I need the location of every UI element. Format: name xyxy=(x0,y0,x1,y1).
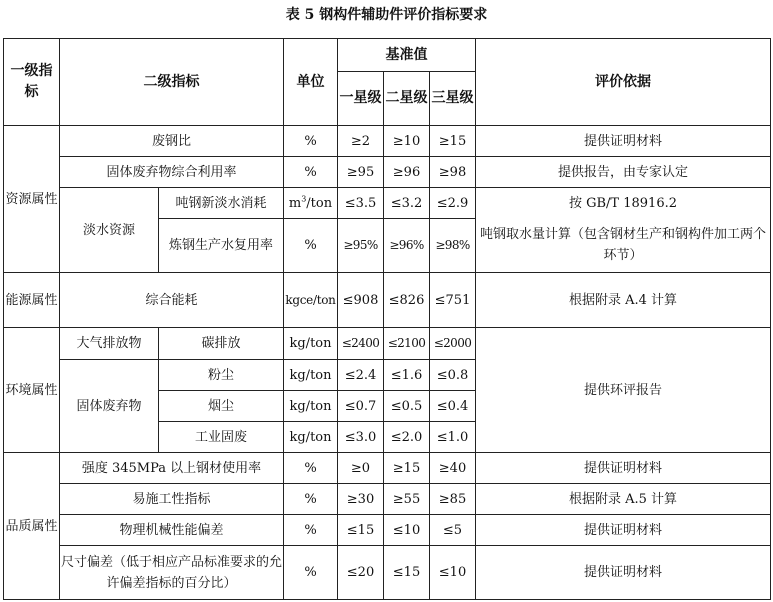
star1-value: ≤3.0 xyxy=(338,422,384,453)
star2-value: ≤3.2 xyxy=(384,188,430,219)
table-row xyxy=(4,188,771,219)
indicator-name: 综合能耗 xyxy=(60,273,284,328)
header-unit: 单位 xyxy=(284,39,338,126)
indicator-name: 碳排放 xyxy=(159,328,284,360)
star2-value: ≥96 xyxy=(384,157,430,188)
unit-cell: kg/ton xyxy=(284,391,338,422)
indicator-name: 吨钢新淡水消耗 xyxy=(159,188,284,219)
star1-value: ≤2.4 xyxy=(338,360,384,391)
star1-value: ≥30 xyxy=(338,484,384,515)
star1-value: ≤15 xyxy=(338,515,384,546)
star1-value: ≥2 xyxy=(338,126,384,157)
indicator-name: 尺寸偏差（低于相应产品标准要求的允许偏差指标的百分比） xyxy=(60,546,284,600)
star2-value: ≤1.6 xyxy=(384,360,430,391)
basis-cell: 提供报告，由专家认定 xyxy=(476,157,771,188)
unit-cell: % xyxy=(284,157,338,188)
star2-value: ≥10 xyxy=(384,126,430,157)
unit-cell: kg/ton xyxy=(284,360,338,391)
star2-value: ≥15 xyxy=(384,453,430,484)
unit-cell: % xyxy=(284,515,338,546)
evaluation-table xyxy=(3,38,771,600)
star2-value: ≤15 xyxy=(384,546,430,600)
unit-cell: % xyxy=(284,126,338,157)
star2-value: ≥96% xyxy=(384,219,430,273)
indicator-name: 强度 345MPa 以上钢材使用率 xyxy=(60,453,284,484)
table-row xyxy=(4,273,771,328)
star3-value: ≤0.4 xyxy=(430,391,476,422)
category-energy: 能源属性 xyxy=(4,273,60,328)
subgroup-solid-waste: 固体废弃物 xyxy=(60,360,159,453)
star1-value: ≤2400 xyxy=(338,328,384,360)
star1-value: ≤20 xyxy=(338,546,384,600)
star1-value: ≤908 xyxy=(338,273,384,328)
table-caption: 表 5 钢构件辅助件评价指标要求 xyxy=(285,7,488,23)
star3-value: ≤2.9 xyxy=(430,188,476,219)
table-row xyxy=(4,328,771,360)
unit-cell: kg/ton xyxy=(284,422,338,453)
header-star3: 三星级 xyxy=(430,72,476,126)
star2-value: ≤10 xyxy=(384,515,430,546)
basis-cell: 根据附录 A.5 计算 xyxy=(476,484,771,515)
star1-value: ≥95 xyxy=(338,157,384,188)
star3-value: ≥40 xyxy=(430,453,476,484)
star3-value: ≥15 xyxy=(430,126,476,157)
unit-cell: % xyxy=(284,484,338,515)
star2-value: ≤2.0 xyxy=(384,422,430,453)
table-row xyxy=(4,515,771,546)
star3-value: ≥98% xyxy=(430,219,476,273)
unit-tail: /ton xyxy=(306,195,333,211)
header-basis: 评价依据 xyxy=(476,39,771,126)
table-row xyxy=(4,484,771,515)
category-environment: 环境属性 xyxy=(4,328,60,453)
star2-value: ≤2100 xyxy=(384,328,430,360)
star2-value: ≥55 xyxy=(384,484,430,515)
basis-env: 提供环评报告 xyxy=(476,328,771,453)
indicator-name: 工业固废 xyxy=(159,422,284,453)
table-row xyxy=(4,546,771,600)
indicator-name: 易施工性指标 xyxy=(60,484,284,515)
star3-value: ≤5 xyxy=(430,515,476,546)
indicator-name: 炼钢生产水复用率 xyxy=(159,219,284,273)
header-star1: 一星级 xyxy=(338,72,384,126)
indicator-name: 物理机械性能偏差 xyxy=(60,515,284,546)
subgroup-freshwater: 淡水资源 xyxy=(60,188,159,273)
unit-cell: kg/ton xyxy=(284,328,338,360)
star3-value: ≤751 xyxy=(430,273,476,328)
category-quality: 品质属性 xyxy=(4,453,60,600)
indicator-name: 粉尘 xyxy=(159,360,284,391)
indicator-name: 烟尘 xyxy=(159,391,284,422)
star3-value: ≥85 xyxy=(430,484,476,515)
unit-cell: kgce/ton xyxy=(284,273,338,328)
unit-cell: % xyxy=(284,453,338,484)
header-baseline: 基准值 xyxy=(338,39,476,72)
star3-value: ≥98 xyxy=(430,157,476,188)
table-row xyxy=(4,126,771,157)
unit-cell: % xyxy=(284,546,338,600)
star2-value: ≤0.5 xyxy=(384,391,430,422)
unit-cell: % xyxy=(284,219,338,273)
table-row xyxy=(4,453,771,484)
basis-cell: 提供证明材料 xyxy=(476,515,771,546)
header-level2: 二级指标 xyxy=(60,39,284,126)
basis-cell: 根据附录 A.4 计算 xyxy=(476,273,771,328)
table-row xyxy=(4,157,771,188)
star1-value: ≥95% xyxy=(338,219,384,273)
unit-cell xyxy=(284,188,338,219)
basis-cell: 提供证明材料 xyxy=(476,546,771,600)
subgroup-air: 大气排放物 xyxy=(60,328,159,360)
star1-value: ≥0 xyxy=(338,453,384,484)
basis-cell: 提供证明材料 xyxy=(476,126,771,157)
star1-value: ≤0.7 xyxy=(338,391,384,422)
star3-value: ≤0.8 xyxy=(430,360,476,391)
star3-value: ≤10 xyxy=(430,546,476,600)
star1-value: ≤3.5 xyxy=(338,188,384,219)
unit-base: m xyxy=(288,195,302,211)
header-star2: 二星级 xyxy=(384,72,430,126)
header-level1: 一级指标 xyxy=(4,39,60,126)
basis-line1: 按 GB/T 18916.2 xyxy=(476,188,771,219)
star3-value: ≤2000 xyxy=(430,328,476,360)
unit-sup: 3 xyxy=(301,194,307,204)
basis-cell: 提供证明材料 xyxy=(476,453,771,484)
category-resource: 资源属性 xyxy=(4,126,60,273)
indicator-name: 废钢比 xyxy=(60,126,284,157)
star2-value: ≤826 xyxy=(384,273,430,328)
basis-line2: 吨钢取水量计算（包含钢材生产和钢构件加工两个环节） xyxy=(476,219,771,273)
star3-value: ≤1.0 xyxy=(430,422,476,453)
indicator-name: 固体废弃物综合利用率 xyxy=(60,157,284,188)
